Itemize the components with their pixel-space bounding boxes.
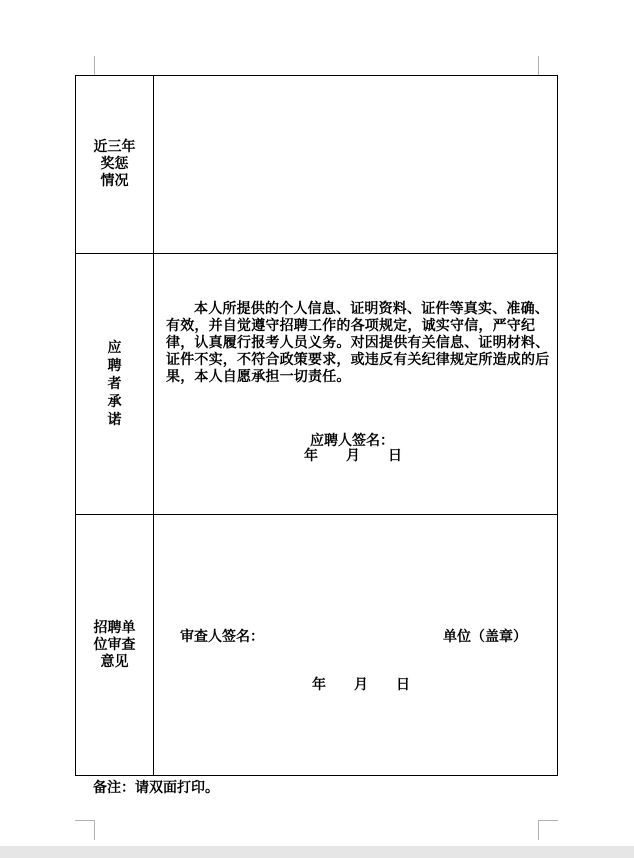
awards-label-line-1: 近三年: [93, 139, 136, 155]
crop-mark-bottom-left-h: [75, 820, 94, 821]
table-row-pledge: [76, 254, 558, 515]
awards-label-line-3: 情况: [100, 173, 129, 189]
pledge-label-char-2: 聘: [107, 358, 122, 374]
pledge-text: 本人所提供的个人信息、证明资料、证件等真实、准确、有效，并自觉遵守招聘工作的各项规定，诚实守信，严守纪律，认真履行报考人员义务。对因提供有关信息、证明材料、证件不实，不符合政策要求，或违反有关纪律规定所造成的后果，本人自愿承担一切责任。: [166, 301, 550, 385]
pledge-label-cell: [76, 254, 154, 515]
review-content-cell: [154, 515, 558, 776]
review-label-line-3: 意见: [100, 653, 129, 670]
review-label-line-1: 招聘单: [93, 619, 136, 636]
awards-content-cell[interactable]: [154, 76, 558, 254]
pledge-label-char-4: 承: [107, 394, 122, 410]
crop-mark-bottom-right-h: [539, 820, 558, 821]
awards-label-cell: [76, 76, 154, 254]
pledge-label-char-5: 诺: [107, 412, 122, 428]
footnote: 备注：请双面打印。: [93, 780, 219, 796]
review-label-line-2: 位审查: [93, 636, 136, 653]
crop-mark-bottom-left-v: [94, 820, 95, 840]
awards-label-line-2: 奖惩: [100, 156, 129, 172]
reviewer-signature-label: 审查人签名：: [180, 629, 264, 645]
review-label-cell: [76, 515, 154, 776]
crop-mark-top-left-v: [94, 56, 95, 75]
application-form-table: [75, 75, 558, 776]
pledge-content-cell: [154, 254, 558, 515]
pledge-date: 年 月 日: [304, 448, 402, 464]
table-row-awards: [76, 76, 558, 254]
unit-seal-label: 单位（盖章）: [443, 629, 527, 645]
table-row-review: [76, 515, 558, 776]
crop-mark-top-right-v: [538, 56, 539, 75]
pledge-label-char-1: 应: [107, 340, 122, 356]
crop-mark-bottom-right-v: [538, 820, 539, 840]
page-bottom-strip: [0, 846, 634, 858]
applicant-signature-label: 应聘人签名：: [310, 433, 394, 449]
pledge-label-char-3: 者: [107, 376, 122, 392]
review-date: 年 月 日: [312, 677, 410, 693]
